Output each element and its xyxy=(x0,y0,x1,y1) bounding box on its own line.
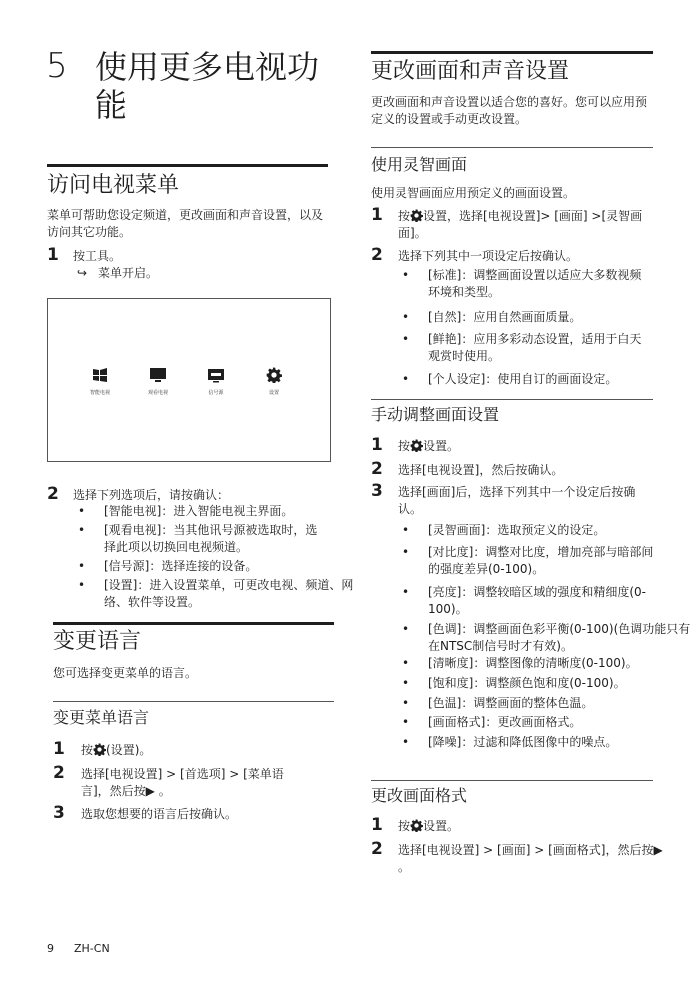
format-step1 xyxy=(398,818,459,835)
bullet-item: [灵智画面]：选取预定义的设定。 xyxy=(428,523,606,537)
lang-step3: 选取您想要的语言后按确认。 xyxy=(81,807,238,821)
section-title-tv-menu: 访问电视菜单 xyxy=(47,173,180,198)
source-icon xyxy=(207,367,225,383)
bullet-dot: • xyxy=(78,523,86,537)
lang-step1-text: 按 xyxy=(81,743,94,757)
bullet-item: [鲜艳]：应用多彩动态设置，适用于白天观赏时使用。 xyxy=(428,332,642,363)
step-number: 2 xyxy=(371,839,383,859)
subsection-divider xyxy=(53,701,334,702)
manual-step1-a: 按 xyxy=(398,439,411,453)
bullet-item: [色温]：调整画面的整体色温。 xyxy=(428,696,594,710)
page-number: 9 xyxy=(47,942,54,955)
bullet-item: [对比度]：调整对比度，增加亮部与暗部间的强度差异(0-100)。 xyxy=(428,545,654,576)
bullet-dot: • xyxy=(402,310,410,324)
menu-item-settings xyxy=(252,367,296,397)
step-number: 2 xyxy=(53,763,65,783)
step-number: 1 xyxy=(371,435,383,455)
menu-item-label: 设置 xyxy=(268,390,279,396)
settings-gear-icon xyxy=(93,743,106,756)
bullet-item: [标准]：调整画面设置以适应大多数视频环境和类型。 xyxy=(428,268,642,299)
bullet-dot: • xyxy=(402,622,410,636)
picture-sound-intro: 更改画面和声音设置以适合您的喜好。您可以应用预定义的设置或手动更改设置。 xyxy=(371,95,648,126)
section-divider xyxy=(53,622,334,625)
bullet-dot: • xyxy=(78,504,86,518)
result-arrow-icon: ↪ xyxy=(77,266,88,280)
lang-step1-after: (设置)。 xyxy=(106,743,152,757)
smart-step1 xyxy=(398,208,648,242)
bullet-item: [信号源]：选择连接的设备。 xyxy=(104,559,258,573)
step-number: 3 xyxy=(371,481,383,501)
manual-step1-b: 设置。 xyxy=(423,439,460,453)
manual-step2: 选择[电视设置]，然后按确认。 xyxy=(398,463,564,477)
language-code: ZH-CN xyxy=(74,942,110,955)
menu-item-label: 观看电视 xyxy=(147,390,168,396)
smart-picture-intro: 使用灵智画面应用预定义的画面设置。 xyxy=(371,186,576,200)
tv-menu-intro: 菜单可帮助您设定频道，更改画面和声音设置，以及访问其它功能。 xyxy=(47,208,324,239)
format-step2: 选择[电视设置] > [画面] > [画面格式]，然后按▶ 。 xyxy=(398,843,663,874)
bullet-dot: • xyxy=(402,585,410,599)
smart-tv-icon xyxy=(92,367,108,383)
bullet-item: [观看电视]：当其他讯号源被选取时，选择此项以切换回电视频道。 xyxy=(104,523,318,554)
format-step1-a: 按 xyxy=(398,819,411,833)
menu-item-label: 信号源 xyxy=(208,390,224,396)
step-number: 1 xyxy=(53,739,65,759)
menu-item-label: 智能电视 xyxy=(89,390,110,396)
subsection-title-picture-format: 更改画面格式 xyxy=(371,786,468,805)
tv-menu-screenshot xyxy=(47,298,331,462)
chapter-number: 5 xyxy=(46,46,68,86)
step-number: 1 xyxy=(371,815,383,835)
section-title-picture-sound: 更改画面和声音设置 xyxy=(371,59,570,84)
section-divider xyxy=(47,164,328,167)
section-divider xyxy=(371,51,653,54)
menu-item-watch-tv xyxy=(136,367,180,397)
bullet-item: [清晰度]：调整图像的清晰度(0-100)。 xyxy=(428,656,638,670)
step-number: 2 xyxy=(371,245,383,265)
subsection-title-manual-picture: 手动调整画面设置 xyxy=(371,405,500,424)
watch-tv-icon xyxy=(149,367,167,383)
smart-step1-a: 按 xyxy=(398,209,411,223)
smart-step1-b: 设置，选择[电视设置]> [画面] >[灵智画面]。 xyxy=(398,209,643,240)
bullet-dot: • xyxy=(402,332,410,346)
bullet-dot: • xyxy=(78,578,86,592)
settings-gear-icon xyxy=(410,819,423,832)
step-number: 2 xyxy=(47,484,59,504)
subsection-title-smart-picture: 使用灵智画面 xyxy=(371,155,468,174)
settings-gear-icon xyxy=(266,367,282,383)
bullet-dot: • xyxy=(402,696,410,710)
bullet-item: [智能电视]：进入智能电视主界面。 xyxy=(104,504,294,518)
step-number: 2 xyxy=(371,459,383,479)
bullet-item: [个人设定]：使用自订的画面设定。 xyxy=(428,372,618,386)
bullet-dot: • xyxy=(402,268,410,282)
manual-step3: 选择[画面]后，选择下列其中一个设定后按确认。 xyxy=(398,485,636,516)
step-number: 3 xyxy=(53,803,65,823)
bullet-item: [饱和度]：调整颜色饱和度(0-100)。 xyxy=(428,676,626,690)
step2-text: 选择下列选项后，请按确认： xyxy=(73,488,230,502)
format-step1-b: 设置。 xyxy=(423,819,460,833)
step1-result: 菜单开启。 xyxy=(98,266,159,280)
smart-step2: 选择下列其中一项设定后按确认。 xyxy=(398,249,579,263)
chapter-title: 使用更多电视功能 xyxy=(95,48,320,124)
bullet-dot: • xyxy=(78,559,86,573)
bullet-dot: • xyxy=(402,715,410,729)
bullet-dot: • xyxy=(402,676,410,690)
menu-item-smart-tv xyxy=(78,367,122,397)
bullet-dot: • xyxy=(402,372,410,386)
step1-text: 按工具。 xyxy=(73,249,122,263)
bullet-item: [设置]：进入设置菜单，可更改电视、频道、网络、软件等设置。 xyxy=(104,578,354,609)
settings-gear-icon xyxy=(410,439,423,452)
settings-gear-icon xyxy=(410,209,423,222)
bullet-item: [画面格式]：更改画面格式。 xyxy=(428,715,582,729)
subsection-divider xyxy=(371,147,653,148)
bullet-dot: • xyxy=(402,545,410,559)
subsection-title-menu-language: 变更菜单语言 xyxy=(53,708,150,727)
step-number: 1 xyxy=(47,245,59,265)
language-intro: 您可选择变更菜单的语言。 xyxy=(53,666,198,680)
subsection-divider xyxy=(371,780,653,781)
bullet-item: [降噪]：过滤和降低图像中的噪点。 xyxy=(428,735,618,749)
bullet-item: [色调]：调整画面色彩平衡(0-100)(色调功能只有在NTSC制信号时才有效)。 xyxy=(428,622,691,653)
bullet-dot: • xyxy=(402,735,410,749)
menu-item-source xyxy=(194,367,238,397)
bullet-item: [自然]：应用自然画面质量。 xyxy=(428,310,582,324)
lang-step1 xyxy=(81,742,151,759)
section-title-language: 变更语言 xyxy=(53,629,142,654)
bullet-item: [亮度]：调整较暗区域的强度和精细度(0-100)。 xyxy=(428,585,647,616)
lang-step2: 选择[电视设置] > [首选项] > [菜单语言]，然后按▶ 。 xyxy=(81,767,284,798)
bullet-dot: • xyxy=(402,523,410,537)
bullet-dot: • xyxy=(402,656,410,670)
step-number: 1 xyxy=(371,205,383,225)
manual-step1 xyxy=(398,438,459,455)
subsection-divider xyxy=(371,399,653,400)
